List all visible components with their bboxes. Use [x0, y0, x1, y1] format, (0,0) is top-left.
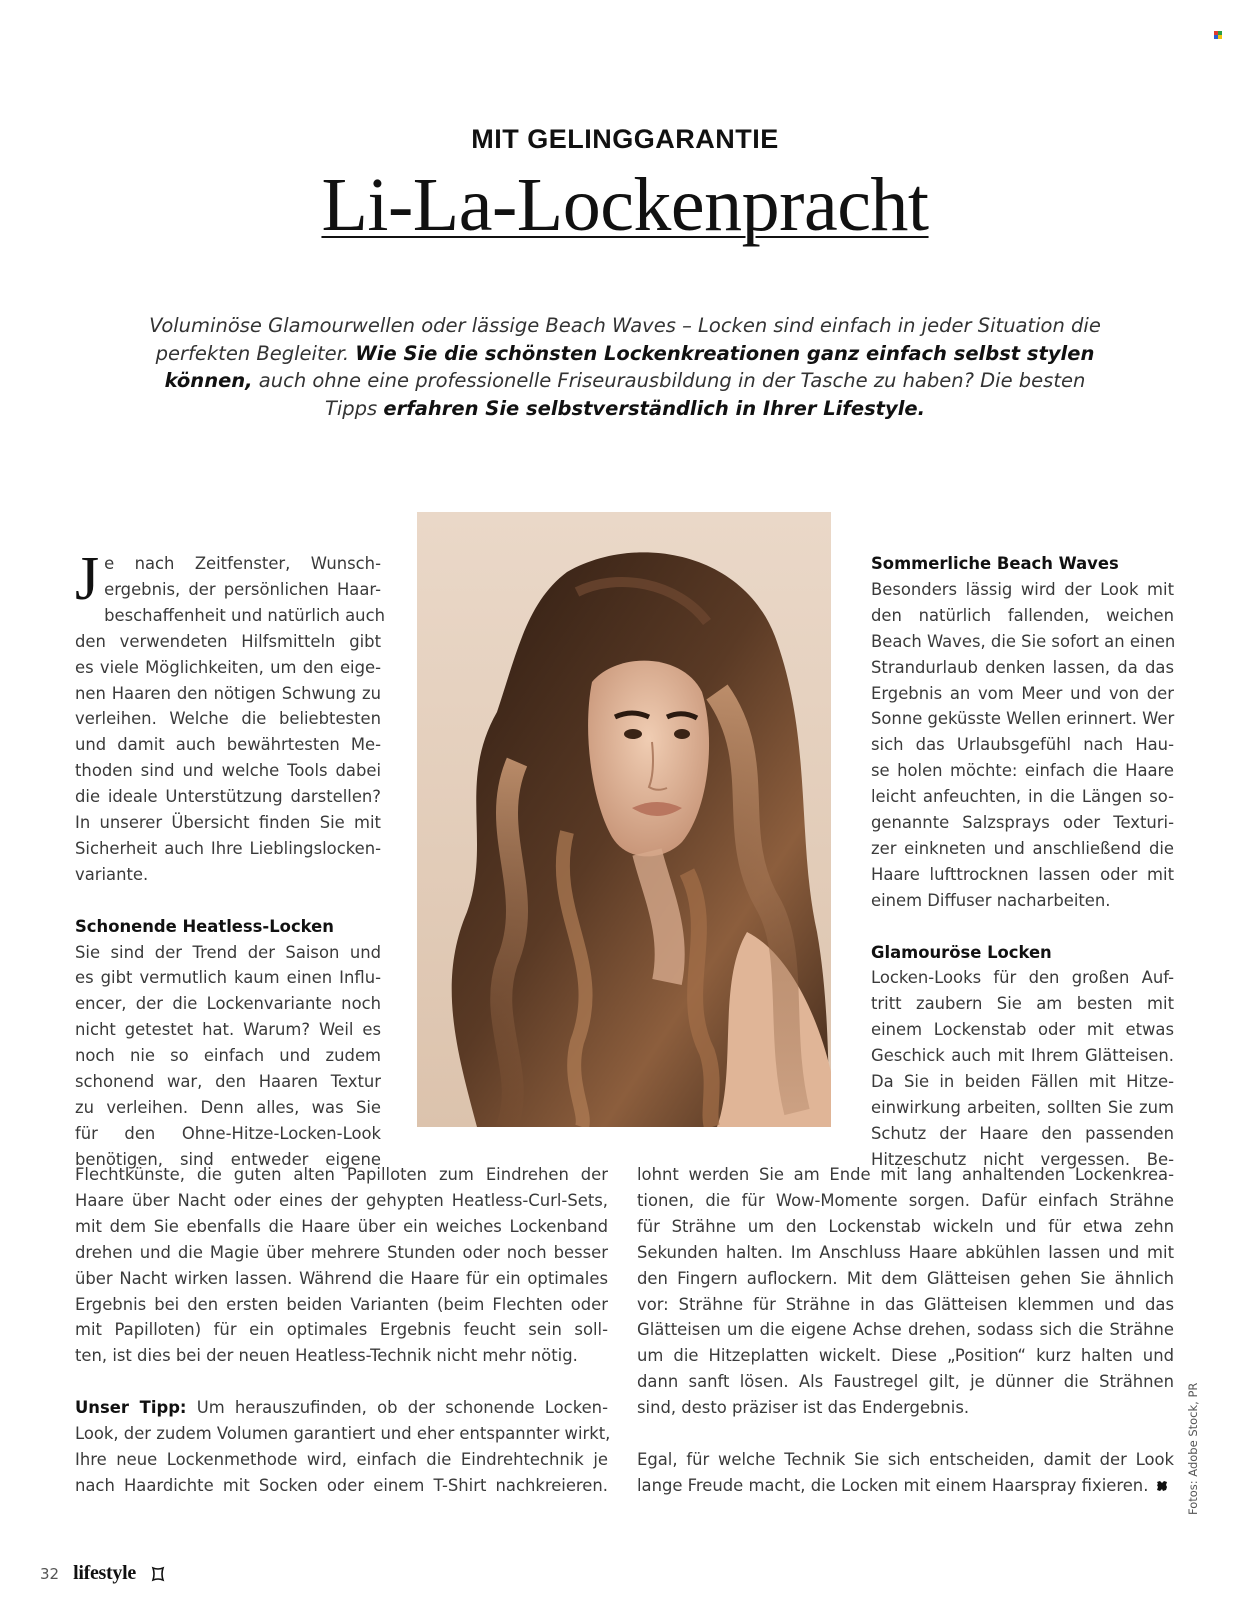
hero-photo [417, 512, 831, 1127]
body-line: Haare lufttrocknen lassen oder mit [871, 864, 1174, 884]
body-line: Glätteisen um die eigene Achse drehen, sodass sich die Strähne [637, 1320, 1174, 1340]
body-line: einem Diffuser nacharbeiten. [871, 890, 1111, 910]
body-line: drehen und die Magie über mehrere Stunden oder noch besser [75, 1242, 608, 1262]
body-line: sind, desto präziser ist das Endergebnis. [637, 1398, 970, 1418]
right-column [871, 551, 1174, 1173]
body-line: und damit auch bewährtesten Me- [75, 735, 381, 755]
body-line: Besonders lässig wird der Look mit [871, 579, 1174, 599]
tip-line: Unser Tipp: Um herauszufinden, ob der schonende Locken- [75, 1398, 608, 1418]
body-line: den natürlich fallenden, weichen [871, 605, 1174, 625]
body-line: sich das Urlaubsgefühl nach Hau- [871, 735, 1174, 755]
body-line: den Fingern auflockern. Mit dem Glätteisen gehen Sie ähnlich [637, 1268, 1174, 1288]
body-line: Locken-Looks für den großen Auf- [871, 968, 1174, 988]
dropcap-letter: J [75, 545, 100, 613]
body-line: Look, der zudem Volumen garantiert und eher entspannter wirkt, [75, 1424, 611, 1444]
tip-label: Unser Tipp: [75, 1398, 187, 1418]
body-line: Schutz der Haare den passenden [871, 1123, 1174, 1143]
body-line: Sekunden halten. Im Anschluss Haare abkühlen lassen und mit [637, 1242, 1174, 1262]
body-line: Beach Waves, die Sie sofort an einen [871, 631, 1176, 651]
body-line: encer, der die Lockenvariante noch [75, 994, 381, 1014]
body-line: die ideale Unterstützung darstellen? [75, 787, 381, 807]
section-heading-glamour: Glamouröse Locken [871, 942, 1052, 962]
body-line: tionen, die für Wow-Momente sorgen. Dafür einfach Strähne [637, 1190, 1174, 1210]
body-line: thoden sind und welche Tools dabei [75, 761, 381, 781]
body-line: für Strähne um den Lockenstab wickeln und für etwa zehn [637, 1216, 1174, 1236]
body-line: Ihre neue Lockenmethode wird, einfach die Eindrehtechnik je [75, 1449, 608, 1469]
section-heading-beach-waves: Sommerliche Beach Waves [871, 554, 1119, 573]
magazine-logo: lifestyle [73, 1562, 136, 1584]
body-line: In unserer Übersicht finden Sie mit [75, 813, 381, 833]
page-footer [40, 1562, 166, 1585]
body-line: Geschick auch mit Ihrem Glätteisen. [871, 1046, 1174, 1066]
body-line: nach Haardichte mit Socken oder einem T-Shirt nachkreieren. [75, 1475, 608, 1495]
body-line: zu verleihen. Denn alles, was Sie [75, 1098, 381, 1118]
right-column-wide [637, 1162, 1174, 1499]
body-line: über Nacht wirken lassen. Während die Haare für ein optimales [75, 1268, 608, 1288]
body-line: beschaffenheit und natürlich auch [104, 605, 385, 625]
body-line: Sonne geküsste Wellen erinnert. Wer [871, 709, 1175, 729]
print-registration-mark [1214, 31, 1222, 39]
left-column [75, 545, 385, 1173]
body-line: Sicherheit auch Ihre Lieblingslocken- [75, 838, 381, 858]
body-line: Egal, für welche Technik Sie sich entscheiden, damit der Look [637, 1449, 1174, 1469]
body-line: nicht getestet hat. Warum? Weil es [75, 1020, 381, 1040]
body-line: genannte Salzsprays oder Texturi- [871, 813, 1174, 833]
article-kicker: MIT GELINGGARANTIE [471, 124, 779, 154]
body-line: Ergebnis bei den ersten beiden Varianten (beim Flechten oder [75, 1294, 608, 1314]
body-line: für den Ohne-Hitze-Locken-Look [75, 1123, 381, 1143]
body-line: noch nie so einfach und zudem [75, 1046, 381, 1066]
woman-with-curls-image [417, 512, 831, 1127]
body-line: schonend war, den Haaren Textur [75, 1072, 381, 1092]
body-line: einem Lockenstab oder mit etwas [871, 1020, 1174, 1040]
body-line: es viele Möglichkeiten, um den eige- [75, 657, 381, 677]
body-line: Haare über Nacht oder eines der gehypten Heatless-Curl-Sets, [75, 1190, 608, 1210]
left-column-wide [75, 1162, 611, 1499]
page-number: 32 [40, 1564, 60, 1583]
body-line: verleihen. Welche die beliebtesten [75, 709, 381, 729]
body-line: variante. [75, 864, 149, 884]
body-line: mit dem Sie ebenfalls die Haare über ein weiches Lockenband [75, 1216, 608, 1236]
body-line: Flechtkünste, die guten alten Papilloten zum Eindrehen der [75, 1165, 608, 1184]
body-line: leicht anfeuchten, in die Längen so- [871, 787, 1174, 807]
body-line: Strandurlaub denken lassen, da das [871, 657, 1174, 677]
body-line: benötigen, sind entweder eigene [75, 1149, 381, 1169]
body-line: vor: Strähne für Strähne in das Glätteisen klemmen und das [637, 1294, 1174, 1314]
body-line: zer einkneten und anschließend die [871, 838, 1174, 858]
body-line: Hitzeschutz nicht vergessen. Be- [871, 1149, 1174, 1169]
body-line: es gibt vermutlich kaum einen Influ- [75, 968, 381, 988]
body-line: nen Haaren den nötigen Schwung zu [75, 683, 381, 703]
end-of-article-icon [1156, 1480, 1168, 1492]
body-line: mit Papilloten) für ein optimales Ergebnis feucht sein soll- [75, 1320, 608, 1340]
body-line-closing: lange Freude macht, die Locken mit einem Haarspray fixieren. [637, 1473, 1174, 1499]
section-heading-heatless: Schonende Heatless-Locken [75, 916, 334, 936]
article-intro: Voluminöse Glamourwellen oder lässige Beach Waves – Locken sind einfach in jeder Situation die perfekten Begleiter. Wie Sie die schönsten Lockenkreationen ganz einfach selbst stylen können, auch ohne eine professionelle Friseurausbildung in der Tasche zu haben? Die besten Tipps erfahren Sie selbstverständlich in Ihrer Lifestyle. [149, 314, 1101, 420]
body-line: Ergebnis an vom Meer und von der [871, 683, 1174, 703]
clover-logo-icon [150, 1566, 166, 1582]
body-line: Sie sind der Trend der Saison und [75, 942, 381, 962]
body-line: Da Sie in beiden Fällen mit Hitze- [871, 1072, 1174, 1092]
article-title: Li-La-Lockenpracht [321, 163, 929, 247]
body-line: ergebnis, der persönlichen Haar- [104, 579, 381, 599]
body-line: ten, ist dies bei der neuen Heatless-Technik nicht mehr nötig. [75, 1346, 578, 1366]
body-line: tritt zaubern Sie am besten mit [871, 994, 1174, 1014]
photo-credit: Fotos: Adobe Stock, PR [1186, 1382, 1200, 1515]
body-line: se holen möchte: einfach die Haare [871, 761, 1174, 781]
body-line: einwirkung arbeiten, sollten Sie zum [871, 1098, 1174, 1118]
body-line: lohnt werden Sie am Ende mit lang anhaltenden Lockenkrea- [637, 1165, 1174, 1184]
body-line: um die Hitzeplatten wickelt. Diese „Position“ kurz halten und [637, 1346, 1174, 1366]
body-line: dann sanft lösen. Als Faustregel gilt, je dünner die Strähnen [637, 1372, 1174, 1392]
body-line: den verwendeten Hilfsmitteln gibt [75, 631, 381, 651]
body-line: e nach Zeitfenster, Wunsch- [104, 554, 381, 573]
